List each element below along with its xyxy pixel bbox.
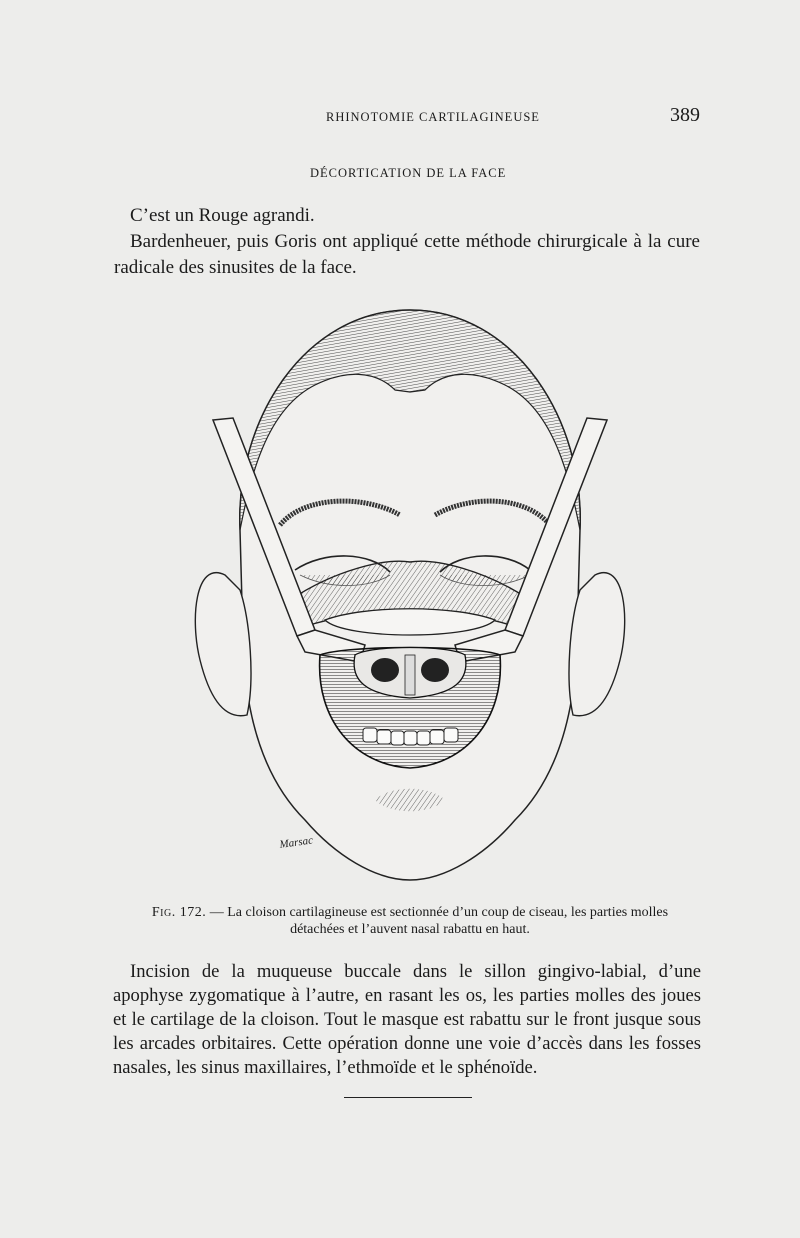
- face-decortication-engraving: [185, 300, 635, 900]
- end-rule: [344, 1097, 472, 1098]
- caption-label: Fig. 172.: [151, 905, 207, 920]
- intro-text: [114, 203, 700, 281]
- intro-line-1: [130, 203, 700, 229]
- figure-illustration: [185, 300, 635, 900]
- intro-paragraph-2: [114, 229, 700, 281]
- intro-line-1-text: C’est un Rouge agrandi.: [130, 205, 315, 226]
- intro-paragraph-2-text: Bardenheuer, puis Goris ont appliqué cette méthode chirurgicale à la cure radicale des sinusites de la face.: [114, 231, 700, 278]
- section-title: DÉCORTICATION DE LA FACE: [310, 166, 507, 180]
- engraver-signature: Marsac: [278, 834, 314, 851]
- page-number: 389: [670, 104, 700, 126]
- running-title: RHINOTOMIE CARTILAGINEUSE: [326, 110, 540, 124]
- body-text: [113, 960, 701, 1080]
- caption-text: — La cloison cartilagineuse est sectionnée d’un coup de ciseau, les parties molles détachées et l’auvent nasal rabattu en haut.: [206, 905, 669, 937]
- body-paragraph: Incision de la muqueuse buccale dans le sillon gingivo-labial, d’une apophyse zygomatique à l’autre, en rasant les os, les parties molles des joues et le cartilage de la cloison. Tout le masque est rabattu sur le front jusque sous les arcades orbitaires. Cette opération donne une voie d’accès dans les fosses nasales, les sinus maxillaires, l’ethmoïde et le sphénoïde.: [113, 961, 701, 1078]
- figure-caption: [150, 904, 670, 938]
- upper-teeth: [363, 728, 458, 745]
